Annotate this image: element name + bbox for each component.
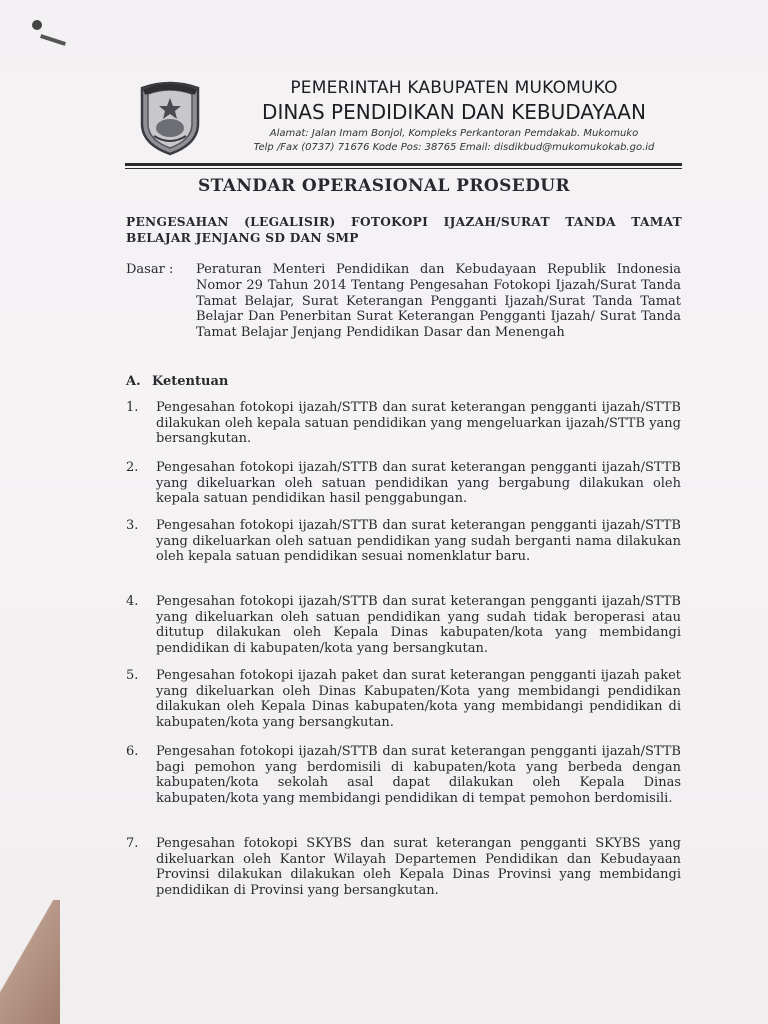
address-line: Alamat: Jalan Imam Bonjol, Kompleks Perkantoran Pemdakab. Mukomuko bbox=[269, 128, 639, 139]
letterhead bbox=[130, 78, 680, 164]
basis-text: Peraturan Menteri Pendidikan dan Kebudayaan Republik Indonesia Nomor 29 Tahun 2014 Tentang Pengesahan Fotokopi Ijazah/Surat Tanda Tamat Belajar, Surat Keterangan Pengganti Ijazah/Surat Tanda Tamat Belajar Dan Penerbitan Surat Keterangan Pengganti Ijazah/ Surat Tanda Tamat Belajar Jenjang Pendidikan Dasar dan Menengah bbox=[196, 262, 681, 341]
government-name: PEMERINTAH KABUPATEN MUKOMUKO bbox=[290, 78, 618, 98]
section-title: Ketentuan bbox=[152, 374, 229, 389]
item-text: Pengesahan fotokopi ijazah/STTB dan surat keterangan pengganti ijazah/STTB yang dikeluarkan oleh satuan pendidikan yang sudah berganti nama dilakukan oleh kepala satuan pendidikan sesuai nomenklatur baru. bbox=[156, 518, 681, 565]
item-number: 1. bbox=[126, 400, 139, 415]
item-text: Pengesahan fotokopi SKYBS dan surat keterangan pengganti SKYBS yang dikeluarkan oleh Kantor Wilayah Departemen Pendidikan dan Kebudayaan Provinsi dilakukan dilakukan oleh Kepala Dinas Provinsi yang membidangi pendidikan di Provinsi yang bersangkutan. bbox=[156, 836, 681, 898]
regency-emblem-icon bbox=[136, 80, 204, 156]
item-number: 3. bbox=[126, 518, 139, 533]
pen-mark bbox=[40, 34, 66, 46]
letterhead-rule-thin bbox=[125, 168, 682, 169]
item-text: Pengesahan fotokopi ijazah/STTB dan surat keterangan pengganti ijazah/STTB bagi pemohon yang berdomisili di kabupaten/kota yang berbeda dengan kabupaten/kota sekolah asal dapat dilakukan oleh Kepala Dinas kabupaten/kota yang membidangi pendidikan di tempat pemohon berdomisili. bbox=[156, 744, 681, 806]
letterhead-text bbox=[244, 78, 664, 153]
item-text: Pengesahan fotokopi ijazah/STTB dan surat keterangan pengganti ijazah/STTB dilakukan oleh kepala satuan pendidikan yang mengeluarkan ijazah/STTB yang bersangkutan. bbox=[156, 400, 681, 447]
section-heading bbox=[126, 374, 228, 389]
document-subject: PENGESAHAN (LEGALISIR) FOTOKOPI IJAZAH/SURAT TANDA TAMAT BELAJAR JENJANG SD DAN SMP bbox=[126, 215, 682, 245]
letterhead-rule-thick bbox=[125, 163, 682, 166]
ink-dot bbox=[32, 20, 42, 30]
item-number: 4. bbox=[126, 594, 139, 609]
item-number: 5. bbox=[126, 668, 139, 683]
department-name: DINAS PENDIDIKAN DAN KEBUDAYAAN bbox=[262, 100, 646, 124]
document-title: STANDAR OPERASIONAL PROSEDUR bbox=[197, 176, 571, 196]
contact-line: Telp /Fax (0737) 71676 Kode Pos: 38765 Email: disdikbud@mukomukokab.go.id bbox=[253, 142, 655, 153]
item-text: Pengesahan fotokopi ijazah/STTB dan surat keterangan pengganti ijazah/STTB yang dikeluarkan oleh satuan pendidikan yang bergabung dilakukan oleh kepala satuan pendidikan hasil penggabungan. bbox=[156, 460, 681, 507]
item-text: Pengesahan fotokopi ijazah/STTB dan surat keterangan pengganti ijazah/STTB yang dikeluarkan oleh satuan pendidikan yang sudah tidak beroperasi atau ditutup dilakukan oleh Kepala Dinas kabupaten/kota yang membidangi pendidikan di kabupaten/kota yang bersangkutan. bbox=[156, 594, 681, 656]
page-corner-shadow bbox=[0, 900, 60, 1024]
item-number: 2. bbox=[126, 460, 139, 475]
section-number: A. bbox=[126, 374, 141, 389]
basis-label: Dasar : bbox=[126, 262, 174, 277]
item-number: 7. bbox=[126, 836, 139, 851]
item-text: Pengesahan fotokopi ijazah paket dan surat keterangan pengganti ijazah paket yang dikeluarkan oleh Dinas Kabupaten/Kota yang membidangi pendidikan dilakukan oleh Kepala Dinas kabupaten/kota yang membidangi pendidikan di kabupaten/kota yang bersangkutan. bbox=[156, 668, 681, 730]
item-number: 6. bbox=[126, 744, 139, 759]
